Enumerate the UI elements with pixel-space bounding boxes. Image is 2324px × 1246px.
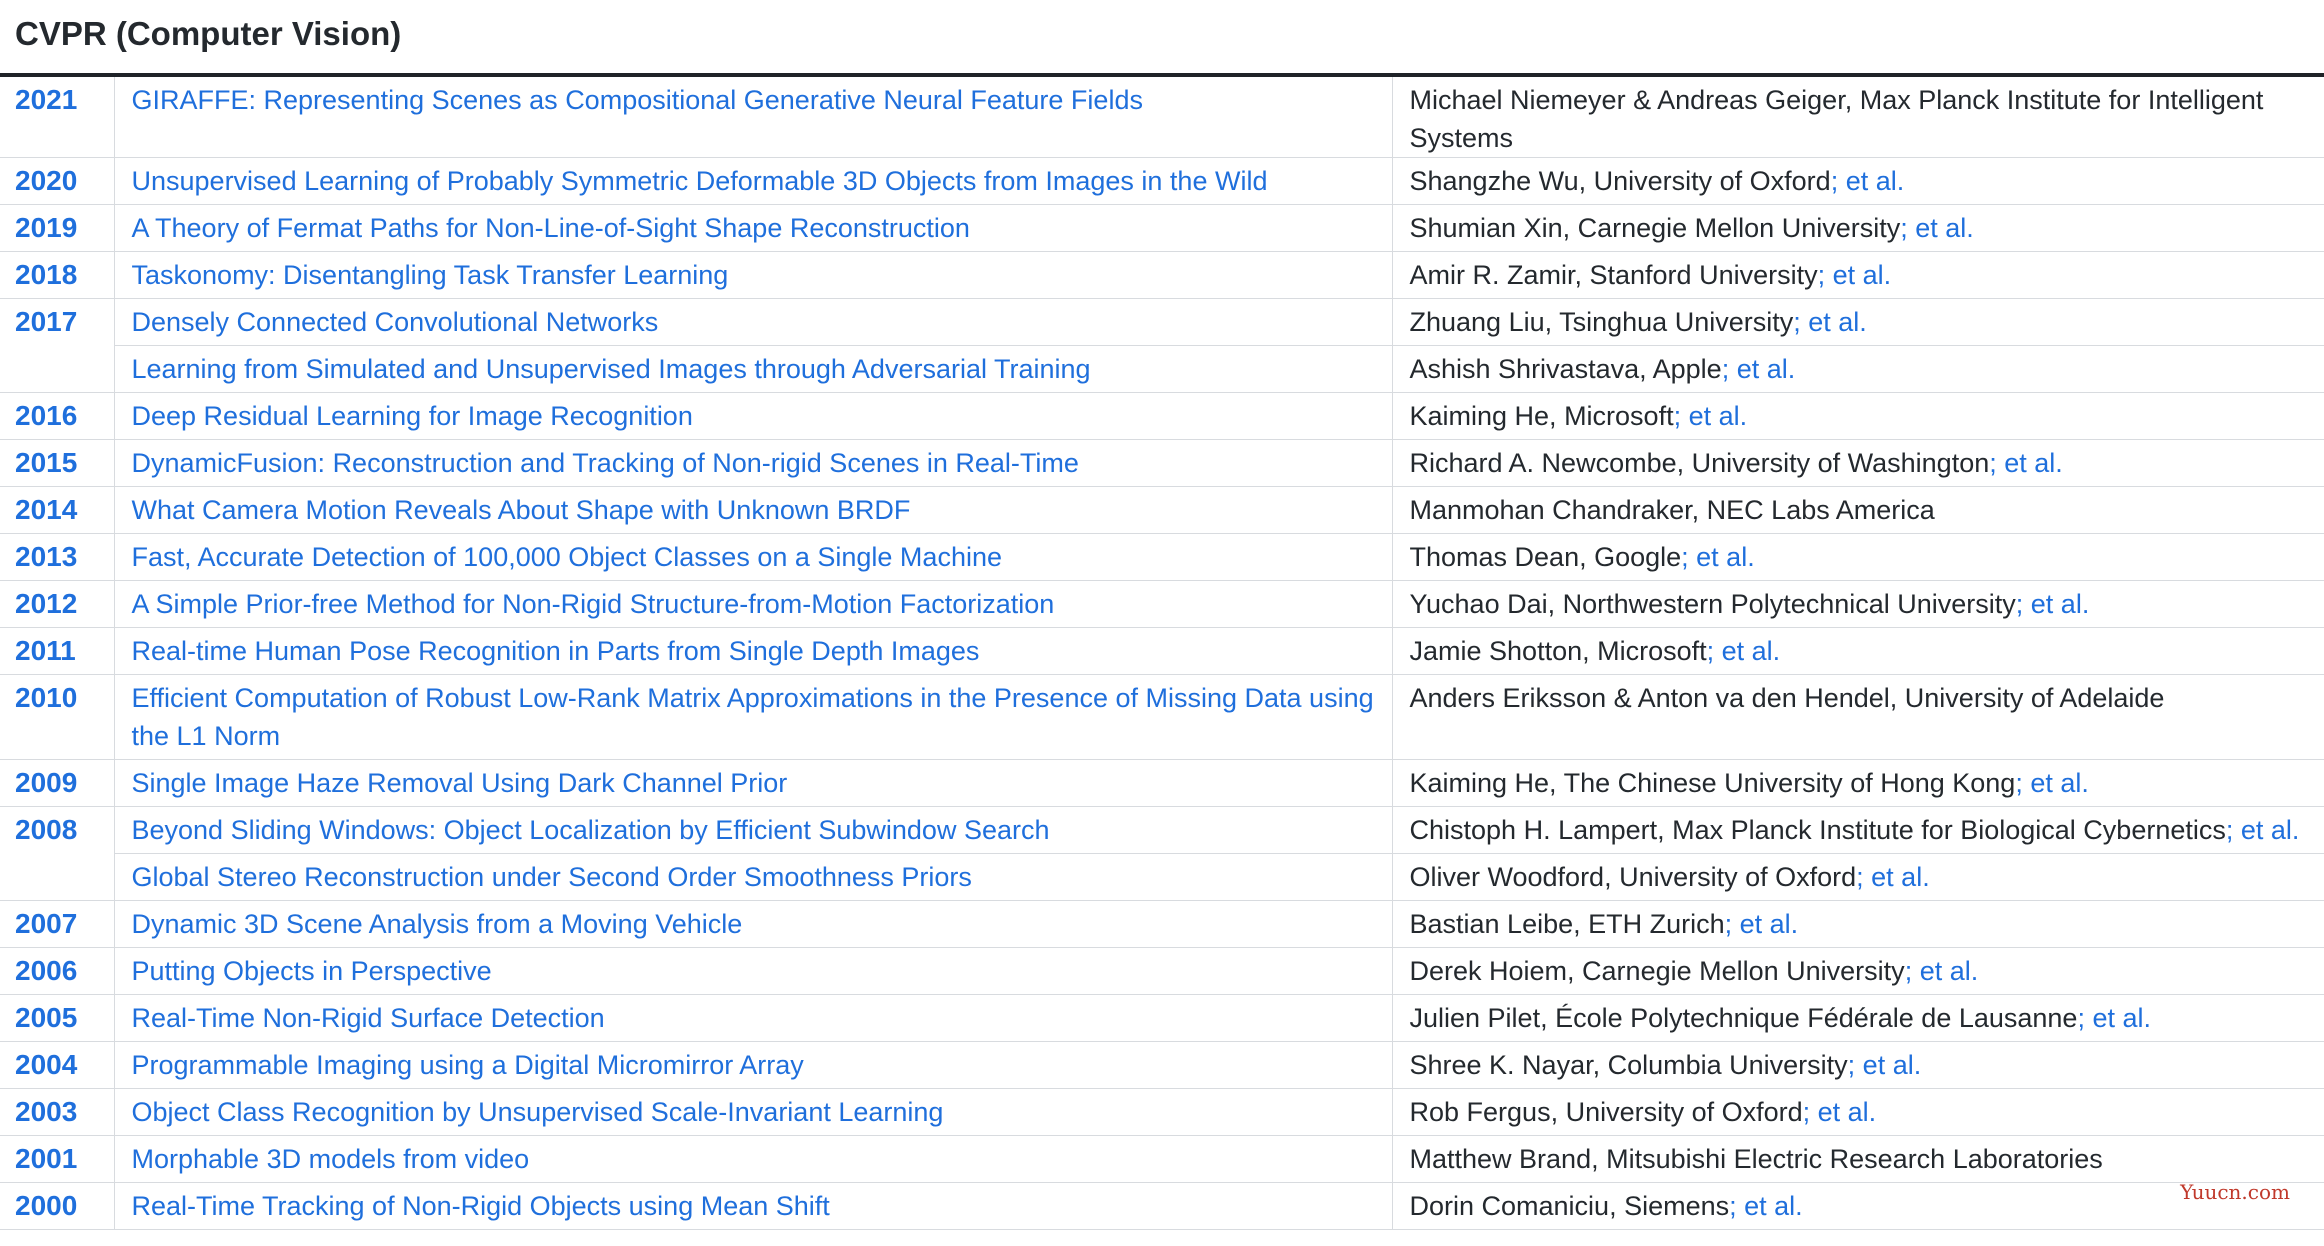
year-cell: 2015	[0, 440, 114, 487]
author-name: Shree K. Nayar, Columbia University	[1409, 1050, 1848, 1080]
et-al-link[interactable]: ; et al.	[1856, 862, 1930, 892]
author-name: Kaiming He, The Chinese University of Hong Kong	[1409, 768, 2016, 798]
table-row	[0, 1042, 2324, 1089]
year-cell: 2005	[0, 995, 114, 1042]
author-cell	[1392, 675, 2324, 760]
et-al-link[interactable]: ; et al.	[1989, 448, 2063, 478]
paper-cell	[114, 252, 1392, 299]
paper-cell	[114, 1183, 1392, 1230]
et-al-link[interactable]: ; et al.	[1673, 401, 1748, 431]
paper-cell	[114, 440, 1392, 487]
year-cell: 2017	[0, 299, 114, 346]
et-al-link[interactable]: ; et al.	[2015, 768, 2089, 798]
page-title: CVPR (Computer Vision)	[15, 15, 402, 52]
paper-link[interactable]: DynamicFusion: Reconstruction and Tracking of Non-rigid Scenes in Real-Time	[131, 448, 1079, 478]
table-row	[0, 1183, 2324, 1230]
et-al-link[interactable]: ; et al.	[1904, 956, 1979, 986]
year-cell: 2013	[0, 534, 114, 581]
author-cell	[1392, 995, 2324, 1042]
author-cell	[1392, 628, 2324, 675]
et-al-link[interactable]: ; et al.	[1793, 307, 1867, 337]
et-al-link[interactable]: ; et al.	[1830, 166, 1905, 196]
et-al-link[interactable]: ; et al.	[1729, 1191, 1803, 1221]
paper-link[interactable]: Putting Objects in Perspective	[131, 956, 492, 986]
paper-cell	[114, 760, 1392, 807]
author-cell	[1392, 1089, 2324, 1136]
paper-cell	[114, 205, 1392, 252]
paper-link[interactable]: Densely Connected Convolutional Networks	[131, 307, 659, 337]
et-al-link[interactable]: ; et al.	[2225, 815, 2300, 845]
table-row	[0, 440, 2324, 487]
author-cell	[1392, 487, 2324, 534]
table-row	[0, 346, 2324, 393]
author-name: Chistoph H. Lampert, Max Planck Institute for Biological Cybernetics	[1409, 815, 2226, 845]
et-al-link[interactable]: ; et al.	[1817, 260, 1892, 290]
year-cell: 2009	[0, 760, 114, 807]
year-cell: 2016	[0, 393, 114, 440]
table-row	[0, 77, 2324, 158]
author-name: Bastian Leibe, ETH Zurich	[1409, 909, 1725, 939]
author-name: Yuchao Dai, Northwestern Polytechnical University	[1409, 589, 2016, 619]
author-cell	[1392, 299, 2324, 346]
author-name: Rob Fergus, University of Oxford	[1409, 1097, 1803, 1127]
paper-cell	[114, 1042, 1392, 1089]
paper-link[interactable]: A Simple Prior-free Method for Non-Rigid Structure-from-Motion Factorization	[131, 589, 1055, 619]
table-row	[0, 393, 2324, 440]
table-row	[0, 1136, 2324, 1183]
author-name: Kaiming He, Microsoft	[1409, 401, 1674, 431]
paper-link[interactable]: Programmable Imaging using a Digital Micromirror Array	[131, 1050, 804, 1080]
paper-cell	[114, 995, 1392, 1042]
paper-cell	[114, 901, 1392, 948]
year-cell: 2010	[0, 675, 114, 760]
table-row	[0, 299, 2324, 346]
et-al-link[interactable]: ; et al.	[1847, 1050, 1922, 1080]
author-name: Shumian Xin, Carnegie Mellon University	[1409, 213, 1901, 243]
paper-cell	[114, 948, 1392, 995]
author-cell	[1392, 346, 2324, 393]
table-row	[0, 760, 2324, 807]
et-al-link[interactable]: ; et al.	[1724, 909, 1799, 939]
author-name: Richard A. Newcombe, University of Washington	[1409, 448, 1990, 478]
author-cell	[1392, 901, 2324, 948]
year-cell: 2006	[0, 948, 114, 995]
et-al-link[interactable]: ; et al.	[2015, 589, 2090, 619]
paper-cell	[114, 77, 1392, 158]
author-name: Jamie Shotton, Microsoft	[1409, 636, 1707, 666]
paper-cell	[114, 628, 1392, 675]
paper-cell	[114, 581, 1392, 628]
table-row	[0, 205, 2324, 252]
paper-cell	[114, 1089, 1392, 1136]
year-cell: 2021	[0, 77, 114, 158]
paper-link[interactable]: Beyond Sliding Windows: Object Localization by Efficient Subwindow Search	[131, 815, 1050, 845]
year-cell: 2011	[0, 628, 114, 675]
awards-table	[0, 77, 2324, 1230]
paper-link[interactable]: Global Stereo Reconstruction under Second Order Smoothness Priors	[131, 862, 972, 892]
author-name: Ashish Shrivastava, Apple	[1409, 354, 1722, 384]
author-name: Amir R. Zamir, Stanford University	[1409, 260, 1818, 290]
year-cell: 2000	[0, 1183, 114, 1230]
year-cell: 2012	[0, 581, 114, 628]
author-name: Shangzhe Wu, University of Oxford	[1409, 166, 1831, 196]
table-row	[0, 901, 2324, 948]
et-al-link[interactable]: ; et al.	[1681, 542, 1755, 572]
table-row	[0, 252, 2324, 299]
table-row	[0, 995, 2324, 1042]
author-name: Zhuang Liu, Tsinghua University	[1409, 307, 1794, 337]
paper-link[interactable]: Unsupervised Learning of Probably Symmetric Deformable 3D Objects from Images in the Wild	[131, 166, 1268, 196]
paper-cell	[114, 393, 1392, 440]
paper-link[interactable]: A Theory of Fermat Paths for Non-Line-of-Sight Shape Reconstruction	[131, 213, 970, 243]
table-row	[0, 807, 2324, 854]
paper-link[interactable]: Dynamic 3D Scene Analysis from a Moving Vehicle	[131, 909, 743, 939]
year-cell: 2014	[0, 487, 114, 534]
paper-cell	[114, 487, 1392, 534]
author-cell	[1392, 807, 2324, 854]
et-al-link[interactable]: ; et al.	[1900, 213, 1974, 243]
year-cell	[0, 854, 114, 901]
paper-link[interactable]: Object Class Recognition by Unsupervised Scale-Invariant Learning	[131, 1097, 944, 1127]
paper-link[interactable]: Learning from Simulated and Unsupervised Images through Adversarial Training	[131, 354, 1091, 384]
year-cell: 2018	[0, 252, 114, 299]
author-name: Derek Hoiem, Carnegie Mellon University	[1409, 956, 1905, 986]
table-row	[0, 675, 2324, 760]
author-name: Michael Niemeyer & Andreas Geiger, Max Planck Institute for Intelligent Systems	[1409, 85, 2264, 153]
author-name: Manmohan Chandraker, NEC Labs America	[1409, 495, 1935, 525]
author-cell	[1392, 158, 2324, 205]
author-cell	[1392, 205, 2324, 252]
author-name: Julien Pilet, École Polytechnique Fédérale de Lausanne	[1409, 1003, 2078, 1033]
author-cell	[1392, 760, 2324, 807]
paper-link[interactable]: Real-Time Non-Rigid Surface Detection	[131, 1003, 605, 1033]
paper-link[interactable]: Efficient Computation of Robust Low-Rank Matrix Approximations in the Presence of Missing Data using the L1 Norm	[131, 683, 1374, 751]
author-name: Anders Eriksson & Anton va den Hendel, University of Adelaide	[1409, 683, 2165, 713]
paper-link[interactable]: GIRAFFE: Representing Scenes as Compositional Generative Neural Feature Fields	[131, 85, 1143, 115]
author-cell	[1392, 393, 2324, 440]
year-cell: 2004	[0, 1042, 114, 1089]
year-cell: 2007	[0, 901, 114, 948]
paper-link[interactable]: Morphable 3D models from video	[131, 1144, 530, 1174]
table-row	[0, 628, 2324, 675]
author-name: Oliver Woodford, University of Oxford	[1409, 862, 1857, 892]
year-cell: 2001	[0, 1136, 114, 1183]
et-al-link[interactable]: ; et al.	[1721, 354, 1796, 384]
author-cell	[1392, 77, 2324, 158]
year-cell: 2008	[0, 807, 114, 854]
author-name: Thomas Dean, Google	[1409, 542, 1682, 572]
paper-link[interactable]: Single Image Haze Removal Using Dark Channel Prior	[131, 768, 788, 798]
author-name: Matthew Brand, Mitsubishi Electric Research Laboratories	[1409, 1144, 2103, 1174]
table-row	[0, 854, 2324, 901]
paper-link[interactable]: Fast, Accurate Detection of 100,000 Object Classes on a Single Machine	[131, 542, 1002, 572]
et-al-link[interactable]: ; et al.	[1706, 636, 1781, 666]
awards-table-body	[0, 77, 2324, 1230]
et-al-link[interactable]: ; et al.	[1802, 1097, 1877, 1127]
author-name: Dorin Comaniciu, Siemens	[1409, 1191, 1730, 1221]
table-row	[0, 1089, 2324, 1136]
paper-cell	[114, 346, 1392, 393]
paper-link[interactable]: Taskonomy: Disentangling Task Transfer Learning	[131, 260, 729, 290]
table-row	[0, 581, 2324, 628]
year-cell: 2019	[0, 205, 114, 252]
year-cell: 2003	[0, 1089, 114, 1136]
paper-cell	[114, 1136, 1392, 1183]
table-row	[0, 158, 2324, 205]
author-cell	[1392, 581, 2324, 628]
table-row	[0, 534, 2324, 581]
year-cell: 2020	[0, 158, 114, 205]
table-row	[0, 487, 2324, 534]
author-cell	[1392, 252, 2324, 299]
et-al-link[interactable]: ; et al.	[2077, 1003, 2151, 1033]
paper-link[interactable]: Real-Time Tracking of Non-Rigid Objects using Mean Shift	[131, 1191, 830, 1221]
paper-link[interactable]: Deep Residual Learning for Image Recognition	[131, 401, 693, 431]
author-cell	[1392, 948, 2324, 995]
paper-link[interactable]: Real-time Human Pose Recognition in Parts from Single Depth Images	[131, 636, 980, 666]
year-cell	[0, 346, 114, 393]
paper-cell	[114, 854, 1392, 901]
paper-cell	[114, 675, 1392, 760]
table-row	[0, 948, 2324, 995]
author-cell	[1392, 440, 2324, 487]
paper-cell	[114, 534, 1392, 581]
watermark-text: Yuucn.com	[2180, 1180, 2290, 1204]
paper-link[interactable]: What Camera Motion Reveals About Shape with Unknown BRDF	[131, 495, 911, 525]
author-cell	[1392, 1042, 2324, 1089]
author-cell	[1392, 534, 2324, 581]
author-cell	[1392, 854, 2324, 901]
author-cell	[1392, 1136, 2324, 1183]
paper-cell	[114, 807, 1392, 854]
paper-cell	[114, 299, 1392, 346]
paper-cell	[114, 158, 1392, 205]
